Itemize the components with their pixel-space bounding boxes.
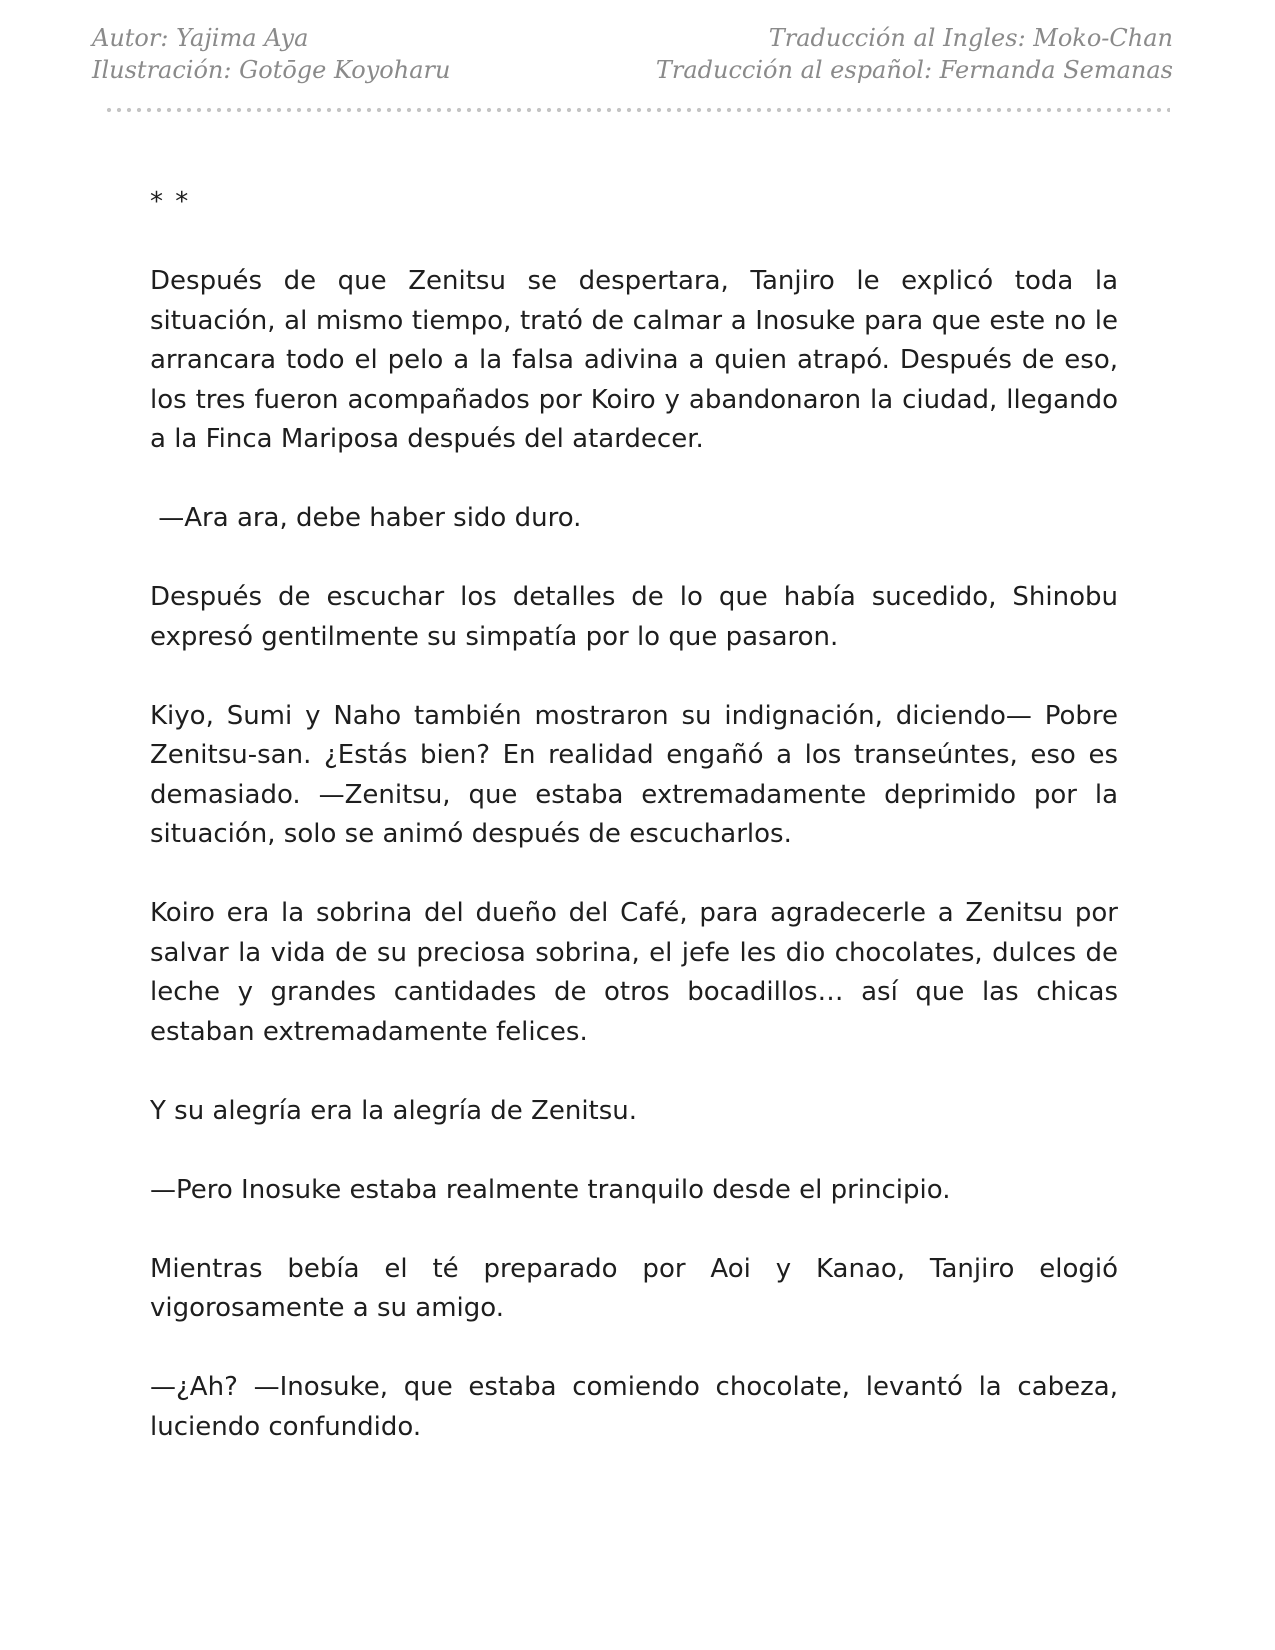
paragraph: Koiro era la sobrina del dueño del Café, para agradecerle a Zenitsu por salvar la vida de su preciosa sobrina, el jefe les dio chocolates, dulces de leche y grandes cantidades de otros bocadillos… así que las chicas estaban extremadamente felices. <box>150 898 1118 1047</box>
paragraph: Después de escuchar los detalles de lo que había sucedido, Shinobu expresó gentilmente su simpatía por lo que pasaron. <box>150 582 1118 652</box>
author-credit: Autor: Yajima Aya <box>92 24 309 52</box>
paragraph: Después de que Zenitsu se despertara, Tanjiro le explicó toda la situación, al mismo tiempo, trató de calmar a Inosuke para que este no le arrancara todo el pelo a la falsa adivina a quien atrapó. Después de eso, los tres fueron acompañados por Koiro y abandonaron la ciudad, llegando a la Finca Mariposa después del atardecer. <box>150 266 1118 454</box>
english-translation-credit: Traducción al Ingles: Moko-Chan <box>768 24 1173 52</box>
paragraph: Y su alegría era la alegría de Zenitsu. <box>150 1095 638 1126</box>
paragraph: Kiyo, Sumi y Naho también mostraron su indignación, diciendo— Pobre Zenitsu-san. ¿Estás bien? En realidad engañó a los transeúntes, eso es demasiado. —Zenitsu, que estaba extremadamente deprimido por la situación, solo se animó después de escucharlos. <box>150 700 1118 849</box>
paragraph: Mientras bebía el té preparado por Aoi y Kanao, Tanjiro elogió vigorosamente a su amigo. <box>150 1253 1118 1323</box>
paragraph: —¿Ah? —Inosuke, que estaba comiendo chocolate, levantó la cabeza, luciendo confundido. <box>150 1372 1118 1442</box>
scene-separator: * * <box>150 187 191 217</box>
header-credits-left <box>92 22 450 86</box>
paragraph: —Pero Inosuke estaba realmente tranquilo desde el principio. <box>150 1174 951 1205</box>
illustration-credit: Ilustración: Gotōge Koyoharu <box>92 56 451 84</box>
document-body <box>150 183 1118 1487</box>
paragraph: —Ara ara, debe haber sido duro. <box>150 503 582 533</box>
spanish-translation-credit: Traducción al español: Fernanda Semanas <box>655 56 1173 84</box>
dotted-divider <box>104 107 1170 113</box>
page-header <box>0 0 1275 140</box>
header-credits-right <box>656 22 1173 86</box>
